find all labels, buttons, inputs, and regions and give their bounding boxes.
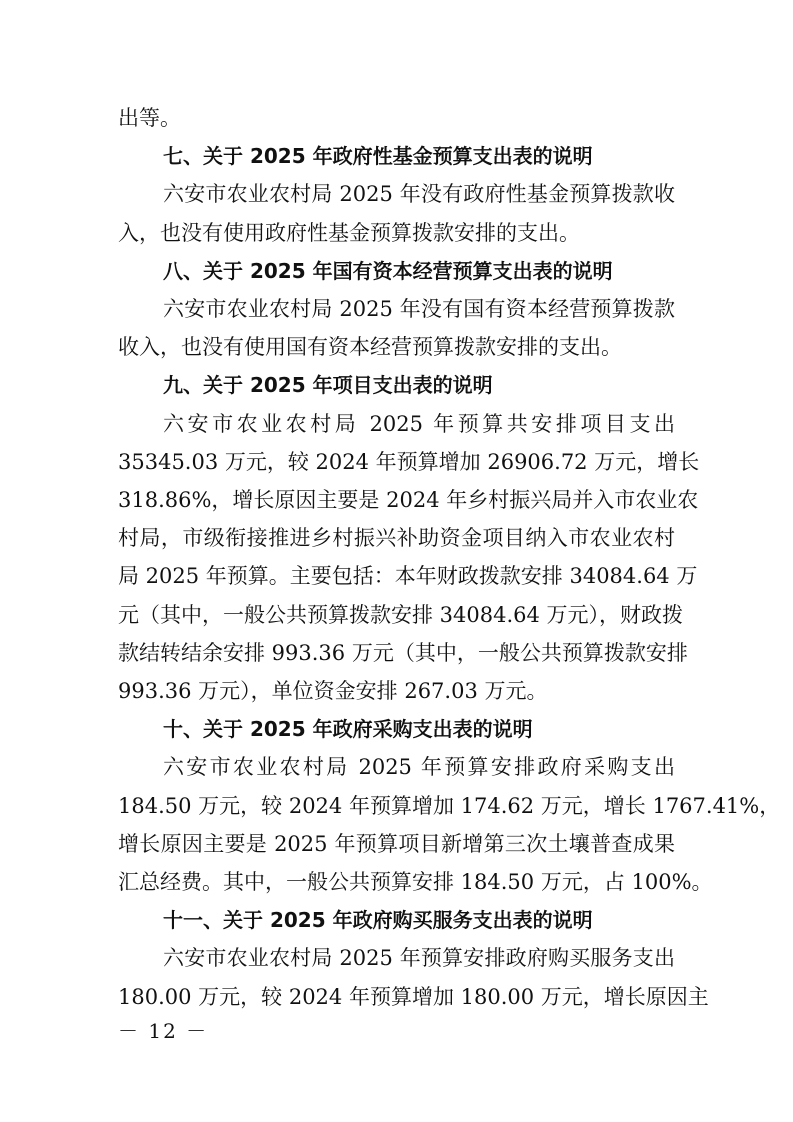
body-line: 六安市农业农村局 2025 年没有国有资本经营预算拨款 bbox=[163, 297, 675, 321]
body-line: 318.86%，增长原因主要是 2024 年乡村振兴局并入市农业农 bbox=[118, 488, 699, 512]
body-line: 入，也没有使用政府性基金预算拨款安排的支出。 bbox=[118, 221, 580, 245]
body-line: 六安市农业农村局 2025 年预算安排政府购买服务支出 bbox=[163, 946, 675, 970]
section-heading-11: 十一、关于 2025 年政府购买服务支出表的说明 bbox=[163, 908, 593, 932]
section-heading-10: 十、关于 2025 年政府采购支出表的说明 bbox=[163, 717, 533, 741]
section-heading-7: 七、关于 2025 年政府性基金预算支出表的说明 bbox=[163, 144, 593, 168]
page-number: － 12 － bbox=[118, 1019, 209, 1043]
section-heading-8: 八、关于 2025 年国有资本经营预算支出表的说明 bbox=[163, 259, 613, 283]
body-line: 35345.03 万元，较 2024 年预算增加 26906.72 万元，增长 bbox=[118, 450, 700, 474]
body-line: 六安市农业农村局 2025 年预算安排政府采购支出 bbox=[163, 755, 675, 779]
body-line: 收入，也没有使用国有资本经营预算拨款安排的支出。 bbox=[118, 335, 622, 359]
body-line: 款结转结余安排 993.36 万元（其中，一般公共预算拨款安排 bbox=[118, 641, 688, 665]
body-line: 增长原因主要是 2025 年预算项目新增第三次土壤普查成果 bbox=[118, 832, 675, 856]
body-line: 184.50 万元，较 2024 年预算增加 174.62 万元，增长 1767.41%， bbox=[118, 794, 781, 818]
body-line: 汇总经费。其中，一般公共预算安排 184.50 万元，占 100%。 bbox=[118, 870, 713, 894]
body-line: 180.00 万元，较 2024 年预算增加 180.00 万元，增长原因主 bbox=[118, 985, 709, 1009]
body-line: 六安市农业农村局 2025 年没有政府性基金预算拨款收 bbox=[163, 182, 675, 206]
body-line: 村局，市级衔接推进乡村振兴补助资金项目纳入市农业农村 bbox=[118, 526, 675, 550]
body-line: 出等。 bbox=[118, 106, 181, 130]
body-line: 元（其中，一般公共预算拨款安排 34084.64 万元），财政拨 bbox=[118, 603, 684, 627]
body-line: 六安市农业农村局 2025 年预算共安排项目支出 bbox=[163, 412, 675, 436]
body-line: 局 2025 年预算。主要包括：本年财政拨款安排 34084.64 万 bbox=[118, 564, 698, 588]
body-line: 993.36 万元），单位资金安排 267.03 万元。 bbox=[118, 679, 548, 703]
section-heading-9: 九、关于 2025 年项目支出表的说明 bbox=[163, 373, 493, 397]
